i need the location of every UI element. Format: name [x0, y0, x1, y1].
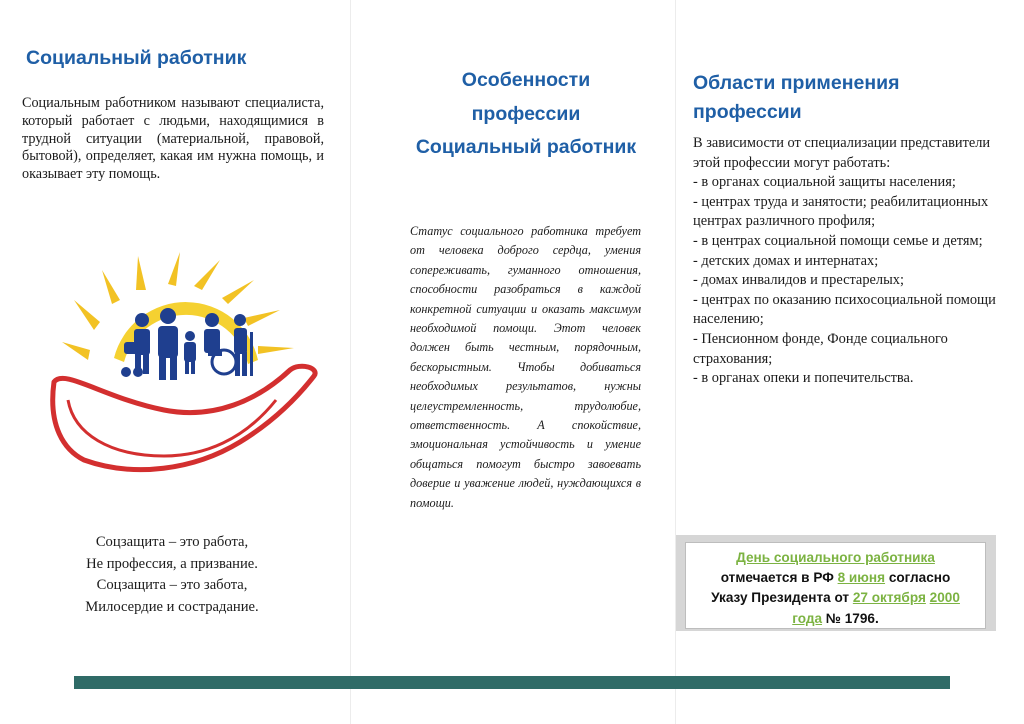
list-item: - центрах труда и занятости; реабилитационных центрах различного профиля; [693, 193, 989, 230]
col2-body-text: Статус социального работника требует от человека доброго сердца, умения сопереживать, гуманного отношения, способности разобраться в каждой конкретной ситуации и оказать максимум необходимой помощи. Этот человек должен быть честным, порядочным, бескорыстным. Чтобы добиваться необходимых результатов, нужны целеустремленность, трудолюбие, ответственность. А спокойствие, эмоциональная устойчивость и умение общаться помогут быстро завоевать доверие и уважение людей, нуждающихся в помощи. [410, 224, 641, 510]
poem [22, 532, 322, 618]
list-item: - центрах по оказанию психосоциальной помощи населению; [693, 291, 996, 328]
notice-text: № 1796. [822, 610, 879, 626]
social-work-logo [44, 250, 326, 482]
notice-date-link[interactable]: 8 июня [837, 570, 886, 586]
list-item: - домах инвалидов и престарелых; [693, 272, 904, 289]
list-item: - детских домах и интернатах; [693, 252, 879, 269]
col3-title: Области применения профессии [693, 72, 900, 123]
notice-box [676, 535, 996, 631]
poem-line: Соцзащита – это работа, [95, 534, 249, 550]
notice-text: согласно [885, 570, 951, 586]
list-item: - в центрах социальной помощи семье и детям; [693, 232, 983, 249]
list-item: - в органах социальной защиты населения; [693, 174, 956, 191]
poem-line: Соцзащита – это забота, [96, 577, 248, 593]
col1-intro-text: Социальным работником называют специалиста, который работает с людьми, находящимися в трудной ситуации (материальной, правовой, бытовой), определяет, какая им нужна помощь, и оказывает эту помощь. [22, 95, 324, 183]
fold-line-left [350, 0, 351, 724]
col3-intro: В зависимости от специализации представители этой профессии могут работать: [693, 135, 991, 171]
list-item: - Пенсионном фонде, Фонде социального страхования; [693, 330, 948, 367]
col2-title: Особенности профессии Социальный работник [415, 69, 637, 158]
notice-text: Указу Президента от [711, 590, 853, 606]
bottom-bar [74, 676, 950, 689]
col3-list [693, 134, 1003, 389]
notice-text: отмечается в РФ [720, 570, 838, 586]
notice-year-word-link[interactable]: года [792, 610, 823, 626]
notice-decree-date-link[interactable]: 27 октября [852, 590, 926, 606]
poem-line: Милосердие и сострадание. [85, 598, 259, 615]
col1-title: Социальный работник [26, 47, 247, 69]
notice-year-link[interactable]: 2000 [929, 590, 960, 606]
poem-line: Не профессия, а призвание. [86, 555, 258, 572]
notice-holiday-name[interactable]: День социального работника [736, 550, 935, 565]
list-item: - в органах опеки и попечительства. [693, 370, 914, 387]
notice-inner [685, 542, 986, 629]
